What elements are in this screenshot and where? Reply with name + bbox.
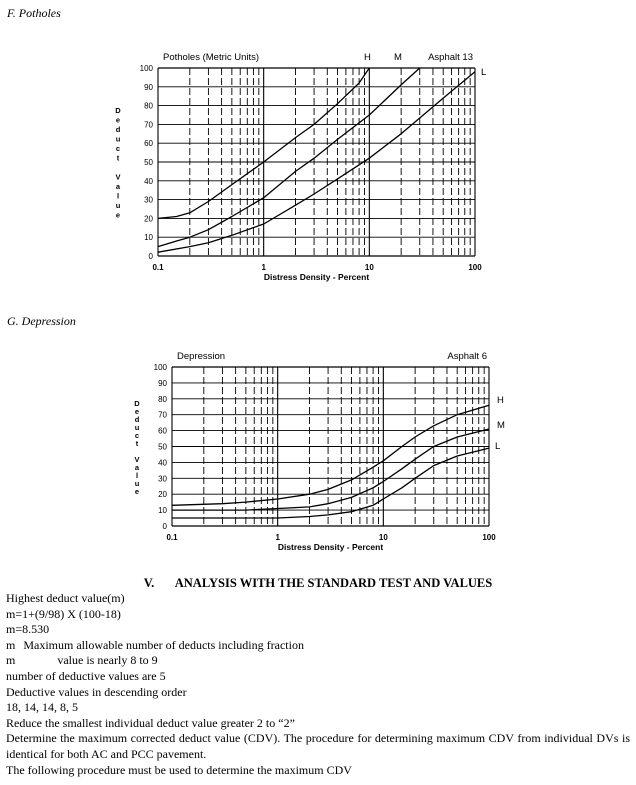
section-heading-depression: G. Depression (7, 314, 76, 328)
y-axis-label-letter: u (115, 134, 121, 144)
y-axis-label-letter: u (134, 479, 140, 488)
x-tick-label: 100 (482, 533, 496, 542)
y-axis-label-letter: l (116, 191, 120, 201)
analysis-line: m=8.530 (6, 622, 50, 637)
y-axis-label-letter: a (115, 181, 121, 191)
y-tick-label: 60 (144, 139, 153, 149)
y-axis-label-letter: c (115, 143, 121, 153)
section-heading-potholes: F. Potholes (7, 6, 61, 20)
x-tick-label: 1 (261, 263, 266, 272)
series-label-m: M (497, 420, 505, 431)
x-axis-label: Distress Density - Percent (263, 272, 370, 282)
y-axis-label-letter: a (134, 463, 140, 472)
series-line-m (158, 68, 420, 247)
y-axis-label-letter: e (115, 210, 121, 220)
analysis-line: Highest deduct value(m) (6, 591, 125, 605)
y-tick-label: 20 (158, 490, 167, 500)
y-tick-label: 50 (144, 158, 153, 167)
y-tick-label: 10 (144, 233, 153, 243)
analysis-line-text: Maximum allowable number of deducts including fraction (23, 637, 304, 652)
y-axis-label-letter: V (134, 455, 140, 464)
y-axis-label-letter: t (135, 439, 139, 448)
y-axis-label-letter: e (115, 115, 121, 125)
variable-m: m (6, 653, 16, 668)
chart-title: Potholes (Metric Units) (163, 52, 260, 63)
analysis-line: m=1+(9/98) X (100-18) (6, 606, 121, 621)
y-tick-label: 100 (153, 363, 167, 372)
x-tick-label: 100 (468, 263, 482, 272)
x-tick-label: 1 (275, 533, 280, 542)
variable-m: m (6, 637, 16, 652)
y-tick-label: 90 (144, 82, 153, 92)
x-axis-label: Distress Density - Percent (277, 542, 384, 552)
series-line-l (172, 448, 489, 518)
series-label-h: H (364, 52, 371, 63)
series-line-h (172, 405, 489, 505)
y-axis-label-letter: d (115, 124, 121, 134)
y-tick-label: 40 (144, 176, 153, 186)
y-tick-label: 80 (144, 101, 153, 111)
analysis-number: V. (143, 576, 155, 590)
analysis-line: Deductive values in descending order (6, 684, 187, 699)
analysis-line: The following procedure must be used to determine the maximum CDV (6, 762, 352, 777)
y-tick-label: 0 (162, 522, 167, 531)
y-tick-label: 90 (158, 378, 167, 388)
y-axis-label-letter: l (135, 471, 139, 480)
x-tick-label: 0.1 (152, 263, 164, 272)
analysis-line (6, 638, 630, 654)
y-tick-label: 70 (158, 410, 167, 420)
y-tick-label: 100 (139, 64, 153, 73)
x-tick-label: 0.1 (166, 533, 178, 542)
y-tick-label: 70 (144, 120, 153, 130)
y-axis-label-letter: D (134, 399, 140, 408)
series-label-l: L (481, 67, 487, 78)
y-tick-label: 0 (148, 252, 153, 261)
y-axis-label-letter: V (115, 172, 121, 182)
y-tick-label: 60 (158, 426, 167, 436)
analysis-line (6, 653, 630, 669)
series-label-m: M (394, 52, 402, 63)
analysis-heading (0, 576, 636, 591)
analysis-title: ANALYSIS WITH THE STANDARD TEST AND VALUES (174, 576, 493, 590)
series-line-m (172, 429, 489, 510)
series-label-h: H (497, 395, 504, 406)
y-axis-label-letter: D (115, 105, 121, 115)
analysis-line: 18, 14, 14, 8, 5 (6, 700, 78, 715)
y-axis-label-letter: t (116, 153, 120, 163)
y-axis-label-letter: d (134, 415, 140, 424)
y-tick-label: 10 (158, 506, 167, 516)
y-tick-label: 20 (144, 214, 153, 224)
y-tick-label: 40 (158, 458, 167, 468)
analysis-body (6, 591, 630, 778)
analysis-line: number of deductive values are 5 (6, 668, 166, 683)
chart-title: Depression (177, 351, 226, 362)
analysis-line: Determine the maximum corrected deduct value (CDV). The procedure for determining maximum CDV from individual DVs is identical for both AC and PCC pavement. (6, 731, 630, 761)
series-label-l: L (495, 441, 501, 452)
y-axis-label-letter: e (134, 407, 140, 416)
y-tick-label: 50 (158, 442, 167, 452)
y-axis-label-letter: e (134, 487, 140, 496)
chart-subtitle: Asphalt 13 (428, 52, 473, 63)
x-tick-label: 10 (378, 533, 388, 542)
y-tick-label: 30 (144, 195, 153, 205)
analysis-line-text: value is nearly 8 to 9 (57, 653, 158, 668)
y-axis-label-letter: u (115, 200, 121, 210)
y-tick-label: 30 (158, 474, 167, 484)
chart-subtitle: Asphalt 6 (447, 351, 487, 362)
y-axis-label-letter: c (134, 431, 140, 440)
y-axis-label-letter: u (134, 423, 140, 432)
analysis-line: Reduce the smallest individual deduct value greater 2 to “2” (6, 715, 295, 730)
x-tick-label: 10 (364, 263, 374, 272)
y-tick-label: 80 (158, 394, 167, 404)
